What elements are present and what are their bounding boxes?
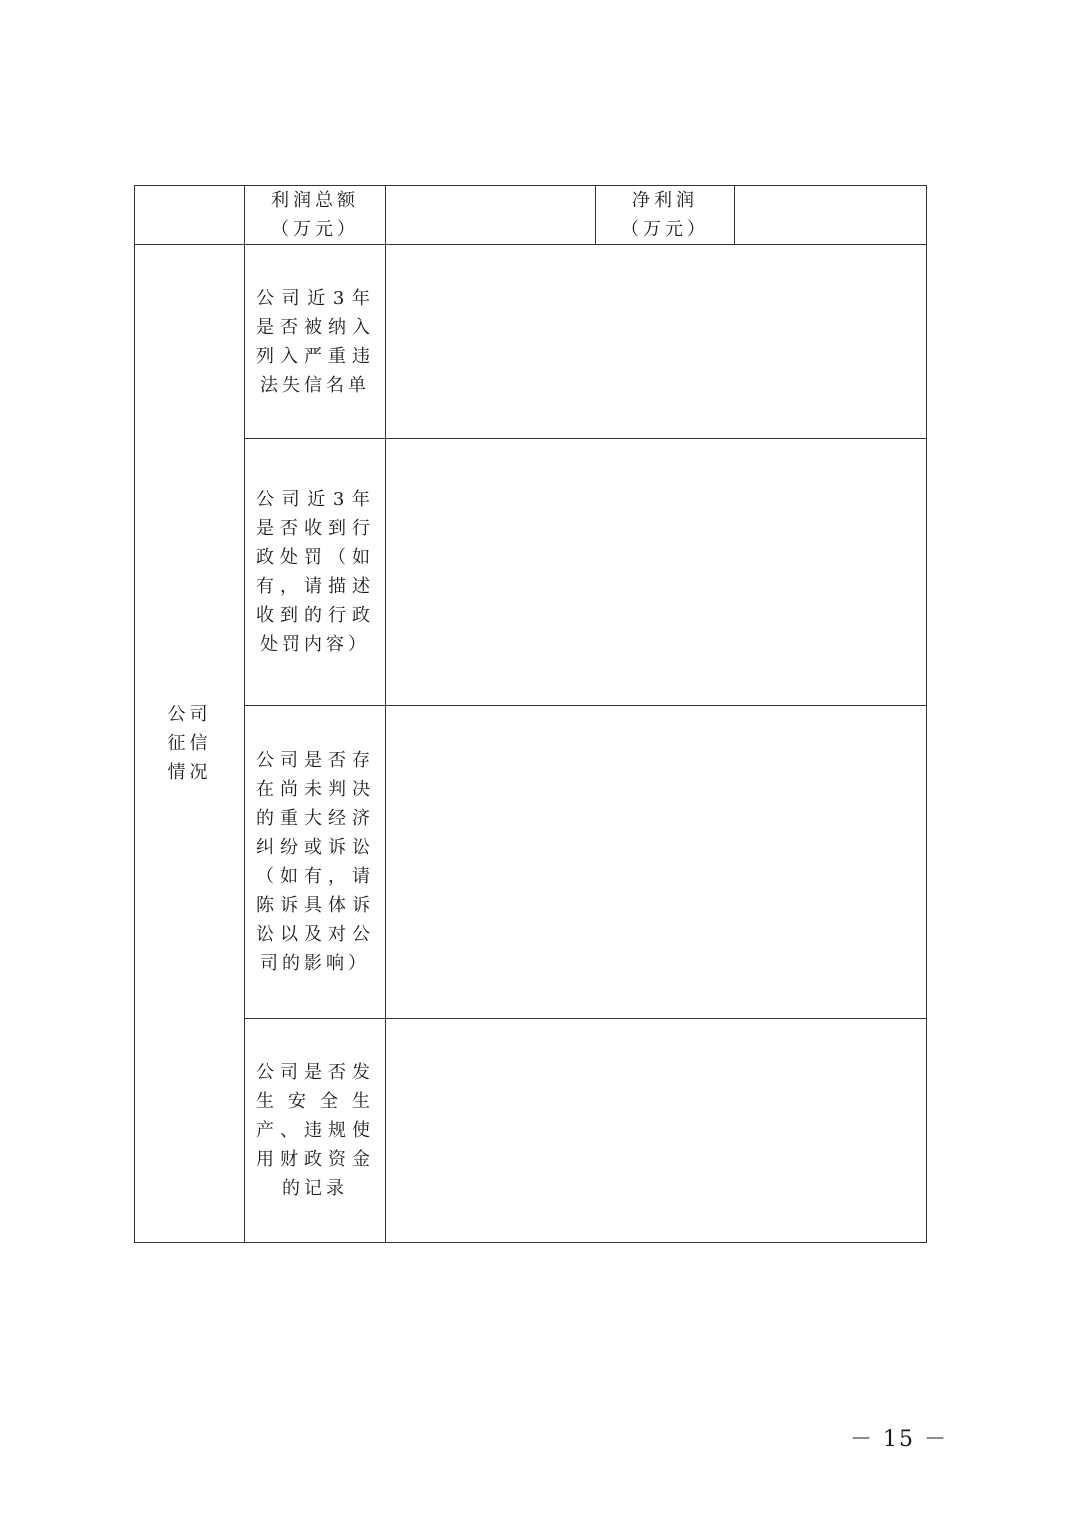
credit-item-label: 公司近3年是否收到行政处罚（如有，请描述收到的行政处罚内容） xyxy=(256,489,374,655)
credit-item-value-field[interactable] xyxy=(386,1019,927,1243)
net-profit-label-line1: 净利润 xyxy=(632,190,698,211)
credit-item-label-cell xyxy=(245,1019,386,1243)
credit-item-label: 公司近3年是否被纳入列入严重违法失信名单 xyxy=(256,287,374,396)
total-profit-value-field[interactable] xyxy=(386,186,596,245)
page-number: － 15 － xyxy=(850,1427,948,1452)
credit-item-value-field[interactable] xyxy=(386,245,927,439)
credit-item-label-cell xyxy=(245,245,386,439)
credit-item-value-field[interactable] xyxy=(386,439,927,706)
total-profit-label-line2: （万元） xyxy=(271,219,359,240)
total-profit-label-cell xyxy=(245,186,386,245)
credit-item-label-cell xyxy=(245,439,386,706)
credit-item-label: 公司是否存在尚未判决的重大经济纠纷或诉讼（如有，请陈诉具体诉讼以及对公司的影响） xyxy=(256,750,374,974)
credit-row xyxy=(135,706,927,1019)
credit-section-label-cell xyxy=(135,245,245,1243)
net-profit-label-cell xyxy=(596,186,735,245)
application-form-table xyxy=(134,185,927,1243)
net-profit-label-line2: （万元） xyxy=(621,219,709,240)
credit-row xyxy=(135,1019,927,1243)
credit-item-label-cell xyxy=(245,706,386,1019)
total-profit-label-line1: 利润总额 xyxy=(271,190,359,211)
credit-item-value-field[interactable] xyxy=(386,706,927,1019)
credit-row xyxy=(135,245,927,439)
credit-row xyxy=(135,439,927,706)
credit-item-label: 公司是否发生安全生产、违规使用财政资金的记录 xyxy=(256,1062,374,1199)
blank-corner-cell xyxy=(135,186,245,245)
profit-row xyxy=(135,186,927,245)
net-profit-value-field[interactable] xyxy=(735,186,927,245)
credit-section-label: 公司征信情况 xyxy=(167,704,212,783)
